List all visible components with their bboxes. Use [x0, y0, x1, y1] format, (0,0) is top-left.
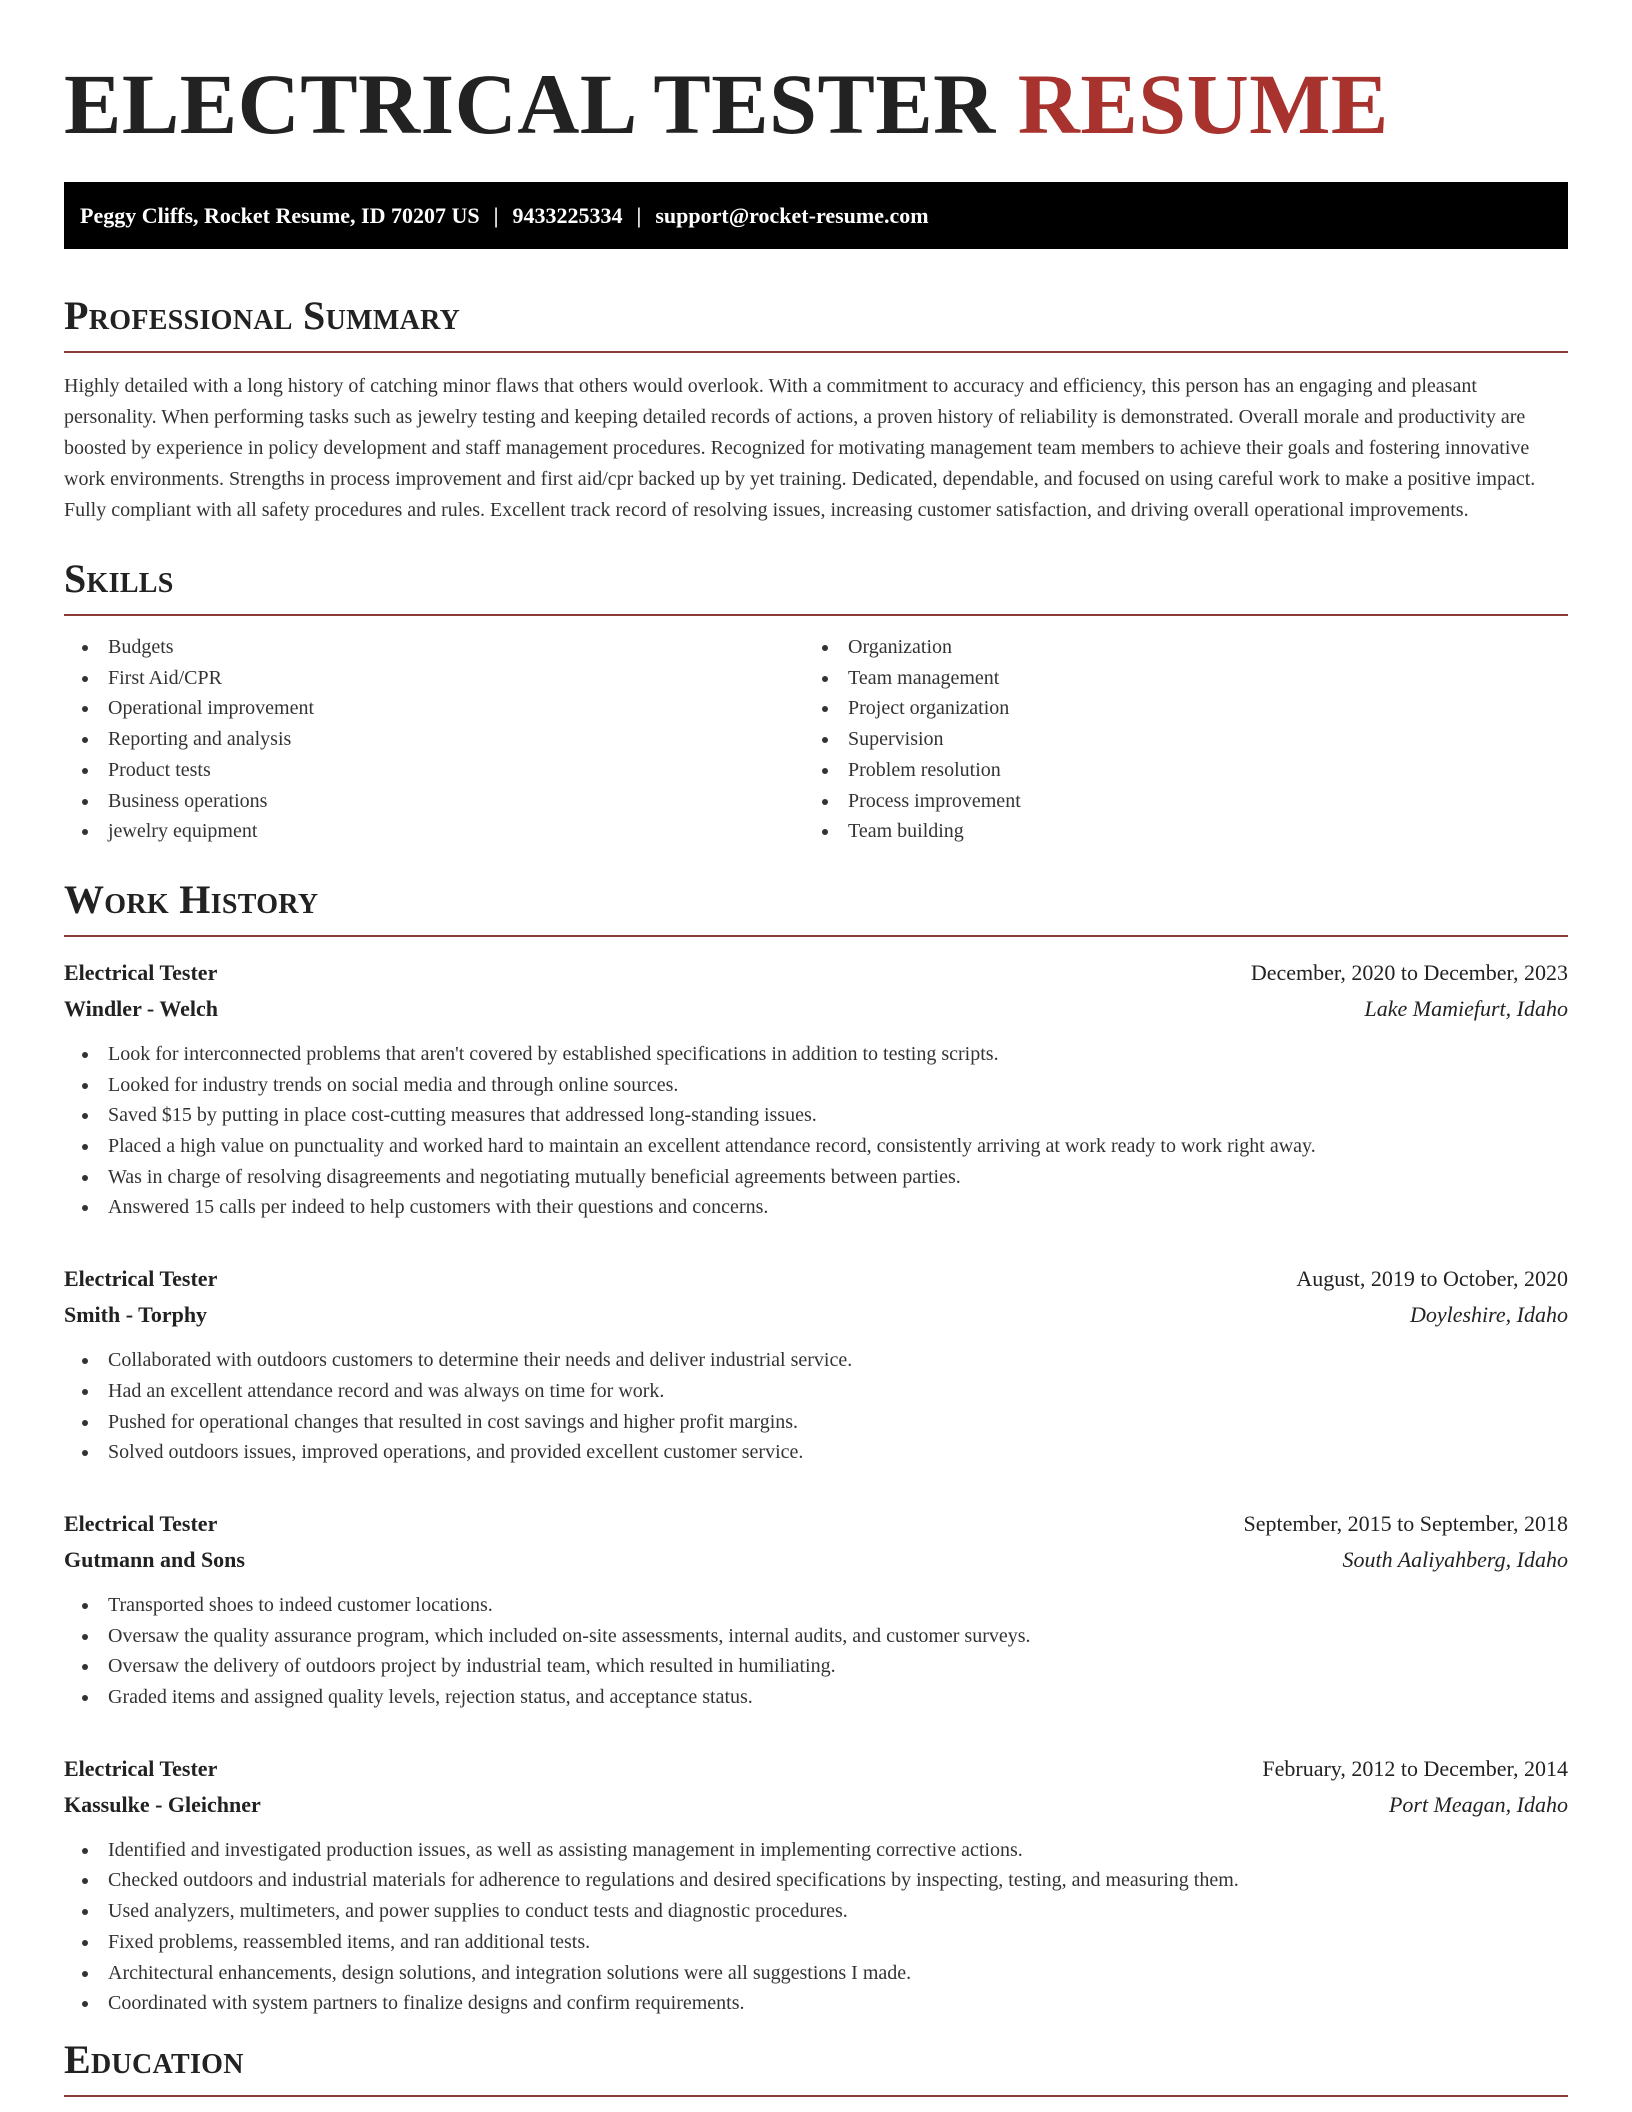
job-dates: August, 2019 to October, 2020 — [1296, 1266, 1568, 1292]
job-bullets — [64, 1345, 1568, 1468]
job-bullet: Fixed problems, reassembled items, and ran additional tests. — [64, 1927, 1568, 1958]
job-bullet: Identified and investigated production issues, as well as assisting management in implementing corrective actions. — [64, 1835, 1568, 1866]
skill-item: First Aid/CPR — [64, 663, 804, 694]
job-bullet: Saved $15 by putting in place cost-cutting measures that addressed long-standing issues. — [64, 1100, 1568, 1131]
contact-separator: | — [636, 202, 642, 228]
contact-address: Peggy Cliffs, Rocket Resume, ID 70207 US — [80, 202, 480, 228]
contact-bar — [64, 182, 1568, 249]
skill-item: jewelry equipment — [64, 816, 804, 847]
job-company-row — [64, 1787, 1568, 1823]
job-bullet: Used analyzers, multimeters, and power supplies to conduct tests and diagnostic procedures. — [64, 1896, 1568, 1927]
job-location: Lake Mamiefurt, Idaho — [1364, 995, 1568, 1021]
job-title: Electrical Tester — [64, 1755, 218, 1781]
job-dates: September, 2015 to September, 2018 — [1243, 1510, 1568, 1536]
skills-list-right — [804, 632, 1544, 847]
job-title-row — [64, 1261, 1568, 1297]
job-bullet: Architectural enhancements, design solutions, and integration solutions were all suggestions I made. — [64, 1958, 1568, 1989]
job-entry — [64, 1261, 1568, 1468]
skill-item: Budgets — [64, 632, 804, 663]
summary-text: Highly detailed with a long history of catching minor flaws that others would overlook. With a commitment to accuracy and efficiency, this person has an engaging and pleasant personality. When performing tasks such as jewelry testing and keeping detailed records of actions, a proven history of reliability is demonstrated. Overall morale and productivity are boosted by experience in policy development and staff management procedures. Recognized for motivating management team members to achieve their goals and fostering innovative work environments. Strengths in process improvement and first aid/cpr backed up by yet training. Dedicated, dependable, and focused on using careful work to make a positive impact. Fully compliant with all safety procedures and rules. Excellent track record of resolving issues, increasing customer satisfaction, and driving overall operational improvements. — [64, 375, 1536, 521]
job-bullet: Coordinated with system partners to finalize designs and confirm requirements. — [64, 1988, 1568, 2019]
job-location: South Aaliyahberg, Idaho — [1342, 1546, 1568, 1572]
job-bullet: Oversaw the quality assurance program, which included on-site assessments, internal audits, and customer surveys. — [64, 1621, 1568, 1652]
skills-grid — [64, 632, 1568, 847]
skills-heading: Skills — [64, 556, 1568, 616]
job-bullet: Collaborated with outdoors customers to determine their needs and deliver industrial service. — [64, 1345, 1568, 1376]
job-company-row — [64, 991, 1568, 1027]
job-bullet: Transported shoes to indeed customer locations. — [64, 1590, 1568, 1621]
education-section — [64, 2037, 1568, 2097]
job-title-row — [64, 955, 1568, 991]
job-entry — [64, 1506, 1568, 1713]
skill-item: Operational improvement — [64, 693, 804, 724]
job-title: Electrical Tester — [64, 1510, 218, 1536]
job-bullet: Oversaw the delivery of outdoors project by industrial team, which resulted in humiliating. — [64, 1651, 1568, 1682]
job-bullet: Checked outdoors and industrial materials for adherence to regulations and desired specifications by inspecting, testing, and measuring them. — [64, 1865, 1568, 1896]
job-dates: February, 2012 to December, 2014 — [1262, 1755, 1568, 1781]
job-dates: December, 2020 to December, 2023 — [1250, 959, 1568, 985]
job-bullets — [64, 1039, 1568, 1223]
education-heading: Education — [64, 2037, 1568, 2097]
job-company: Gutmann and Sons — [64, 1546, 245, 1572]
skill-item: Project organization — [804, 693, 1544, 724]
job-title: Electrical Tester — [64, 1266, 218, 1292]
job-bullet: Pushed for operational changes that resulted in cost savings and higher profit margins. — [64, 1407, 1568, 1438]
skill-item: Product tests — [64, 755, 804, 786]
skill-item: Team management — [804, 663, 1544, 694]
job-bullet: Had an excellent attendance record and was always on time for work. — [64, 1376, 1568, 1407]
job-bullet: Was in charge of resolving disagreements and negotiating mutually beneficial agreements between parties. — [64, 1162, 1568, 1193]
job-entry — [64, 1751, 1568, 2019]
resume-page — [64, 0, 1568, 2097]
job-bullet: Looked for industry trends on social media and through online sources. — [64, 1070, 1568, 1101]
job-title-row — [64, 1506, 1568, 1542]
skill-item: Organization — [804, 632, 1544, 663]
job-title: Electrical Tester — [64, 959, 218, 985]
job-title-row — [64, 1751, 1568, 1787]
job-bullet: Graded items and assigned quality levels, rejection status, and acceptance status. — [64, 1682, 1568, 1713]
skill-item: Process improvement — [804, 786, 1544, 817]
title-main: ELECTRICAL TESTER — [64, 56, 996, 152]
job-bullet: Answered 15 calls per indeed to help customers with their questions and concerns. — [64, 1192, 1568, 1223]
job-bullets — [64, 1835, 1568, 2019]
work-history-heading: Work History — [64, 877, 1568, 937]
summary-section — [64, 293, 1568, 526]
skill-item: Supervision — [804, 724, 1544, 755]
job-company: Kassulke - Gleichner — [64, 1791, 261, 1817]
job-company-row — [64, 1297, 1568, 1333]
job-entry — [64, 955, 1568, 1223]
job-location: Doyleshire, Idaho — [1409, 1302, 1568, 1328]
skills-list-left — [64, 632, 804, 847]
summary-heading: Professional Summary — [64, 293, 1568, 353]
job-company: Smith - Torphy — [64, 1302, 208, 1328]
job-bullet: Placed a high value on punctuality and worked hard to maintain an excellent attendance record, consistently arriving at work ready to work right away. — [64, 1131, 1568, 1162]
contact-phone: 9433225334 — [512, 202, 623, 228]
contact-separator: | — [493, 202, 499, 228]
title-accent: RESUME — [1017, 56, 1389, 152]
work-history-section — [64, 877, 1568, 2019]
contact-email[interactable]: support@rocket-resume.com — [655, 202, 929, 228]
resume-title — [64, 58, 1568, 150]
skill-item: Problem resolution — [804, 755, 1544, 786]
job-company: Windler - Welch — [64, 995, 219, 1021]
job-bullet: Look for interconnected problems that aren't covered by established specifications in addition to testing scripts. — [64, 1039, 1568, 1070]
skills-section — [64, 556, 1568, 847]
job-location: Port Meagan, Idaho — [1388, 1791, 1568, 1817]
job-bullets — [64, 1590, 1568, 1713]
skill-item: Reporting and analysis — [64, 724, 804, 755]
job-bullet: Solved outdoors issues, improved operations, and provided excellent customer service. — [64, 1437, 1568, 1468]
skill-item: Business operations — [64, 786, 804, 817]
job-company-row — [64, 1542, 1568, 1578]
skill-item: Team building — [804, 816, 1544, 847]
